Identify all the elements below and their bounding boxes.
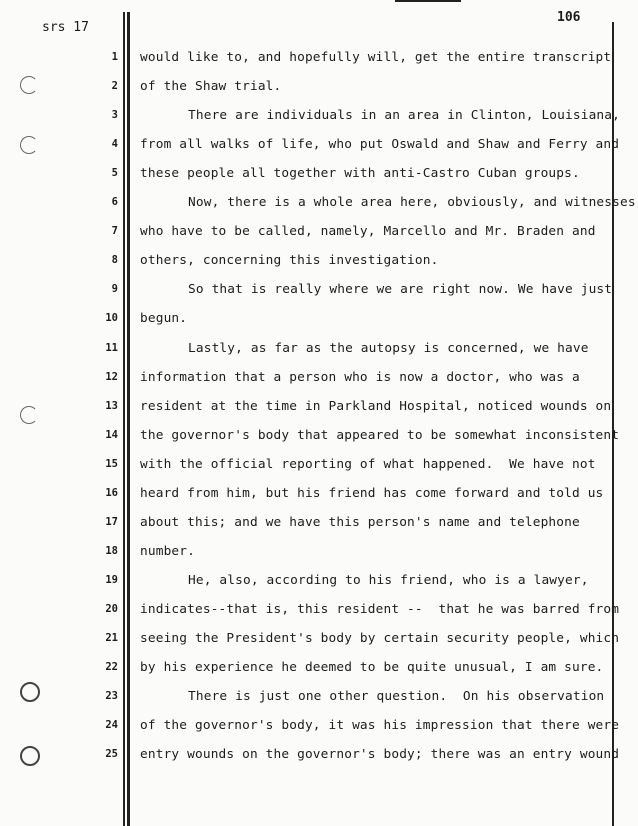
- binder-hole-icon: [20, 136, 38, 154]
- transcript-line: Now, there is a whole area here, obviously, and witnesses: [188, 195, 636, 211]
- line-number: 22: [105, 661, 118, 674]
- transcript-line: entry wounds on the governor's body; there was an entry wound: [140, 747, 620, 763]
- line-number: 25: [105, 748, 118, 761]
- transcript-line: these people all together with anti-Castro Cuban groups.: [140, 166, 580, 182]
- transcript-line: There is just one other question. On his observation: [188, 689, 605, 705]
- transcript-line: would like to, and hopefully will, get the entire transcript: [140, 50, 612, 65]
- line-number: 18: [105, 544, 118, 557]
- line-number: 10: [105, 312, 118, 325]
- line-number: 11: [105, 341, 118, 354]
- transcript-line: by his experience he deemed to be quite unusual, I am sure.: [140, 660, 604, 676]
- top-edge-mark: [395, 0, 461, 2]
- line-number: 17: [105, 515, 118, 528]
- transcript-line: the governor's body that appeared to be somewhat inconsistent: [140, 427, 620, 443]
- transcript-line: begun.: [140, 311, 188, 327]
- transcript-line: about this; and we have this person's name and telephone: [140, 514, 580, 530]
- line-number: 9: [111, 283, 118, 296]
- line-number: 24: [105, 719, 118, 732]
- line-number: 16: [105, 486, 118, 499]
- line-number: 5: [111, 167, 118, 180]
- binder-hole-icon: [20, 746, 40, 766]
- left-margin-rule: [123, 12, 125, 826]
- transcript-line: seeing the President's body by certain security people, which: [140, 631, 620, 646]
- binder-hole-icon: [20, 682, 40, 702]
- line-number: 4: [111, 138, 118, 151]
- line-number: 7: [111, 225, 118, 238]
- line-number: 12: [105, 370, 118, 383]
- binder-hole-icon: [20, 76, 38, 94]
- transcript-line: who have to be called, namely, Marcello and Mr. Braden and: [140, 224, 596, 240]
- line-number: 21: [105, 632, 118, 644]
- transcript-line: He, also, according to his friend, who is a lawyer,: [188, 572, 589, 588]
- line-number: 8: [111, 254, 118, 267]
- transcript-line: So that is really where we are right now. We have just: [188, 282, 613, 298]
- left-margin-rule-double: [127, 12, 130, 826]
- binder-hole-icon: [20, 406, 38, 424]
- line-number: 14: [105, 428, 118, 441]
- line-number: 1: [111, 51, 118, 63]
- line-number: 15: [105, 457, 118, 470]
- line-number: 3: [111, 109, 118, 122]
- transcript-line: heard from him, but his friend has come forward and told us: [140, 485, 604, 501]
- transcript-line: others, concerning this investigation.: [140, 253, 439, 269]
- line-number: 6: [111, 196, 118, 209]
- transcript-line: from all walks of life, who put Oswald and Shaw and Ferry and: [140, 137, 620, 153]
- line-number: 23: [105, 690, 118, 703]
- transcript-line: information that a person who is now a doctor, who was a: [140, 369, 580, 385]
- transcript-line: There are individuals in an area in Clinton, Louisiana,: [188, 108, 620, 124]
- line-number: 19: [105, 573, 118, 586]
- transcript-line: indicates--that is, this resident -- that he was barred from: [140, 601, 620, 617]
- transcript-line: number.: [140, 543, 195, 559]
- transcript-line: Lastly, as far as the autopsy is concerned, we have: [188, 340, 589, 356]
- line-number: 13: [105, 399, 118, 412]
- transcript-line: resident at the time in Parkland Hospital, noticed wounds on: [140, 398, 612, 414]
- line-number: 20: [105, 602, 118, 615]
- transcript-line: of the Shaw trial.: [140, 79, 282, 95]
- line-number: 2: [111, 80, 118, 93]
- transcript-line: with the official reporting of what happened. We have not: [140, 456, 596, 472]
- page-number: 106: [557, 10, 581, 25]
- transcript-line: of the governor's body, it was his impression that there were: [140, 718, 620, 734]
- header-code: srs 17: [42, 20, 89, 35]
